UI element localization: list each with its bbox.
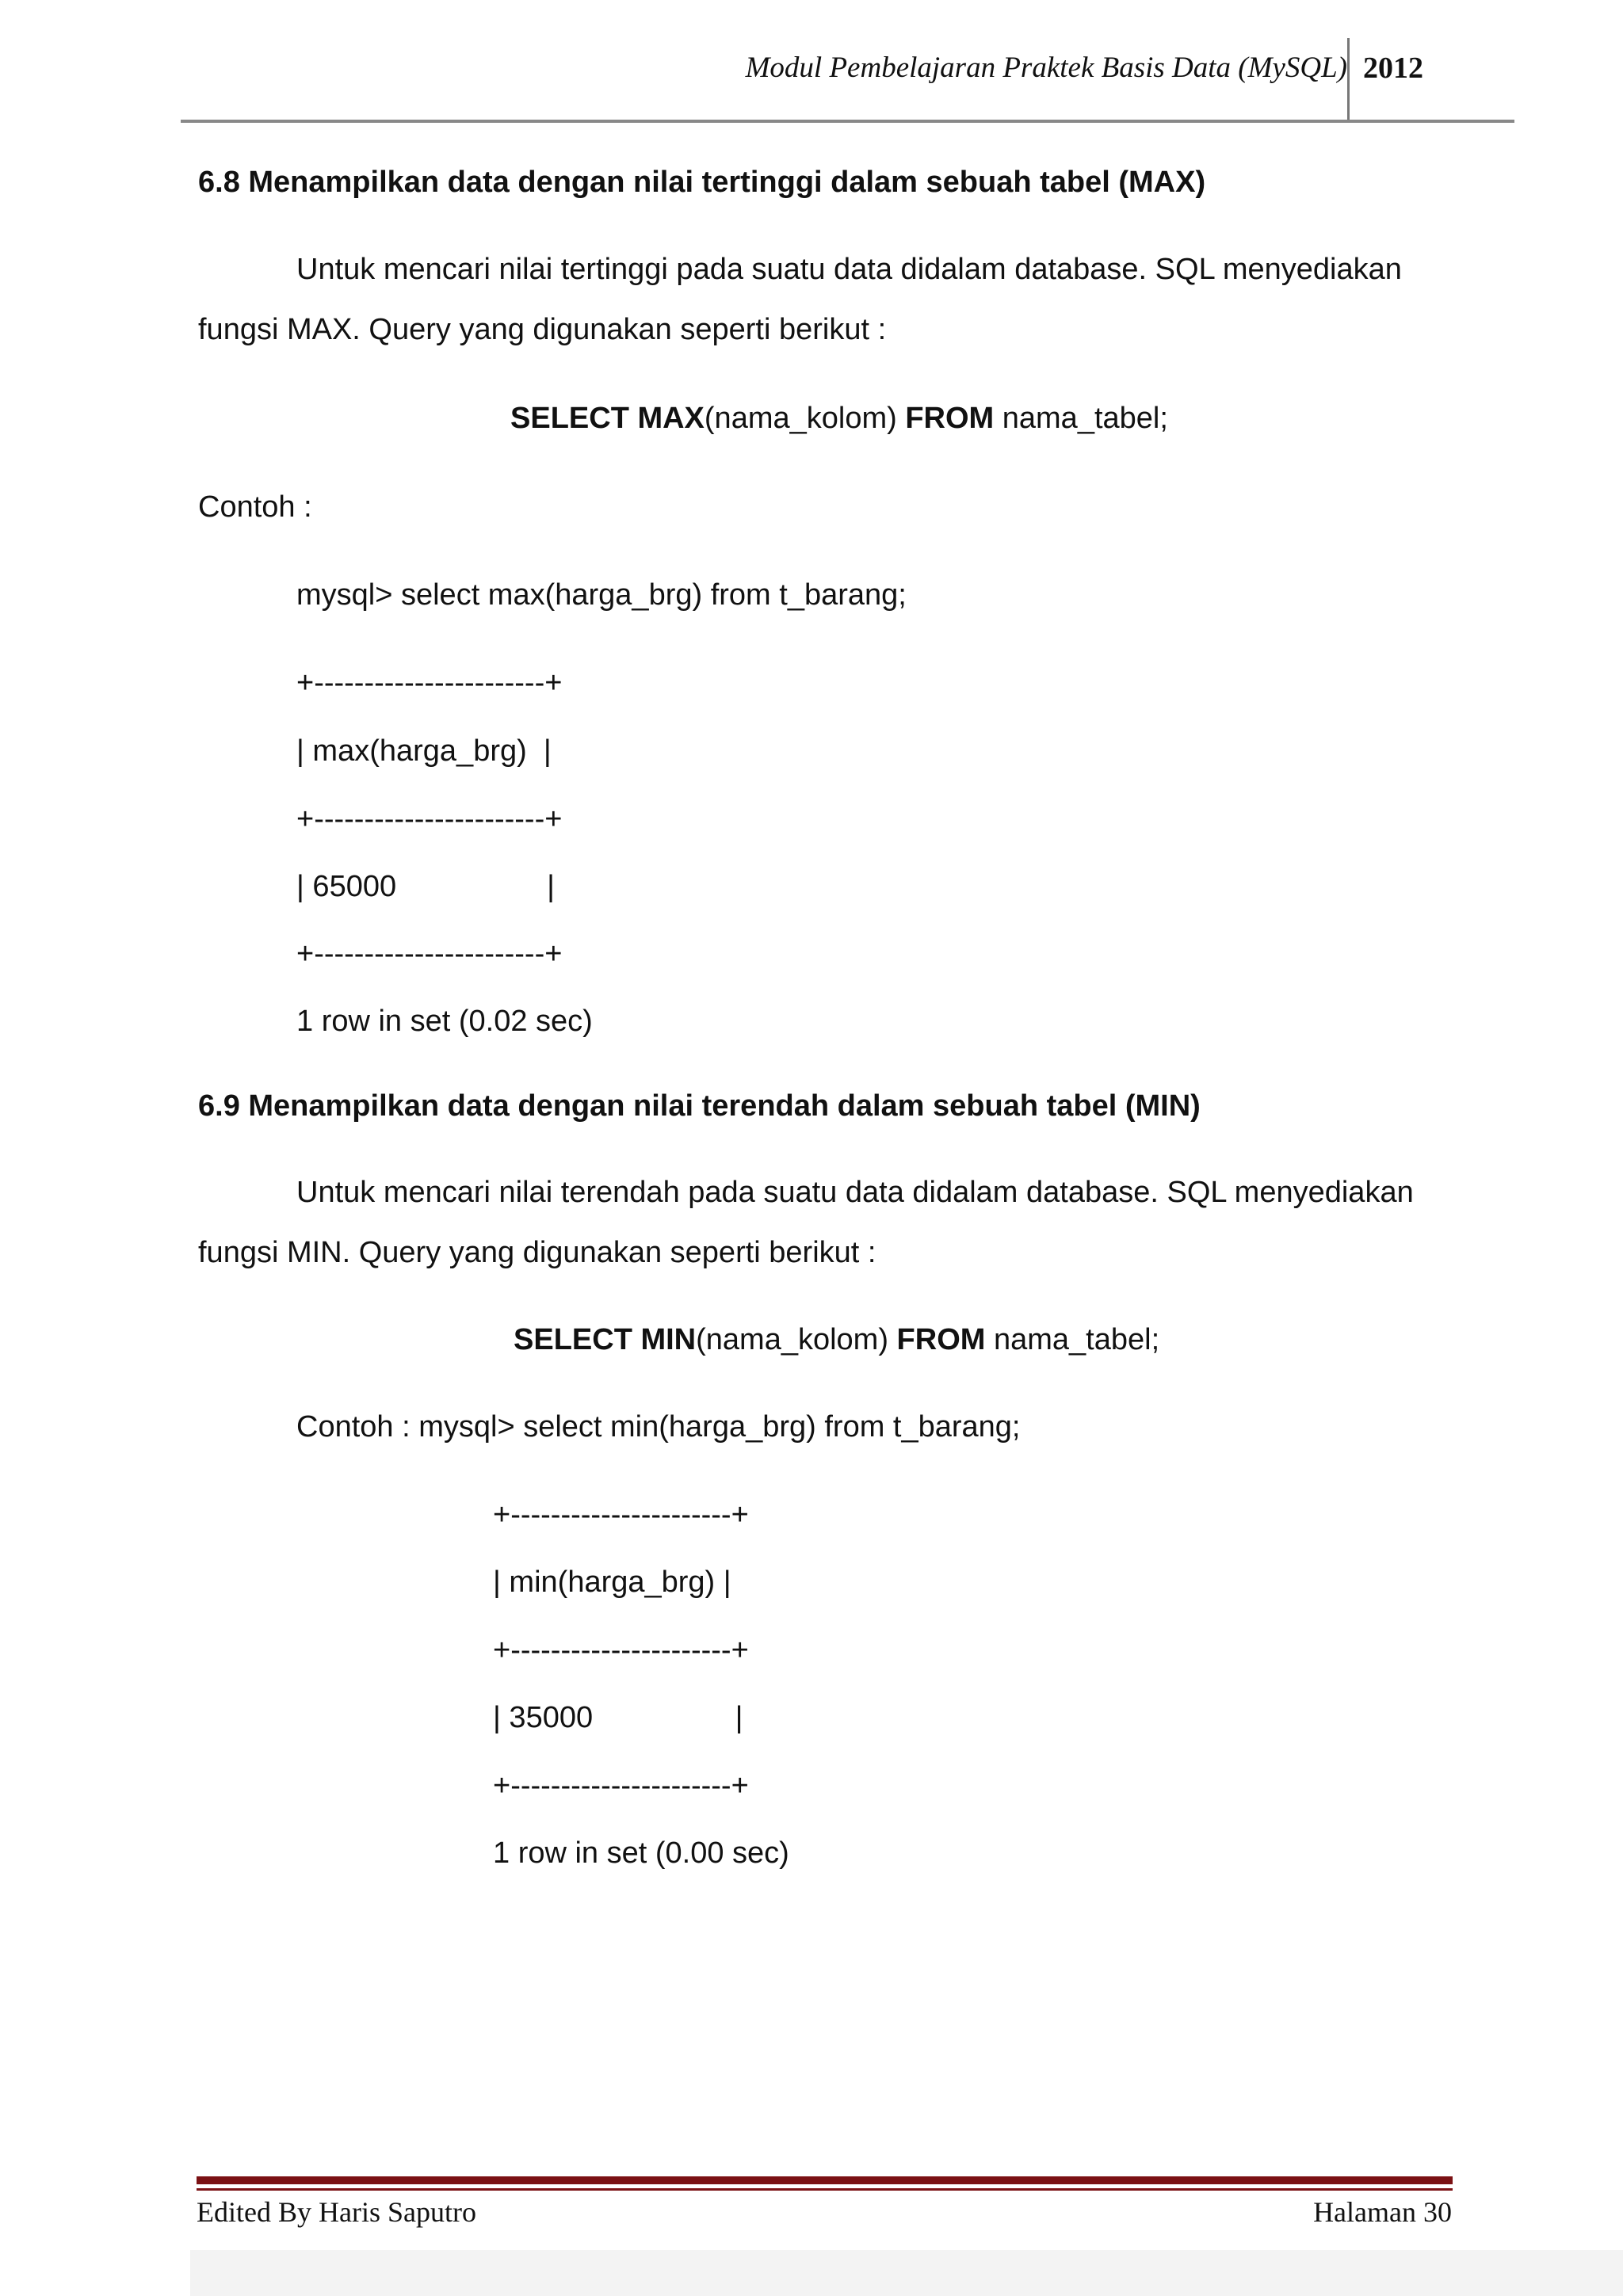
running-header-year: 2012	[1363, 51, 1423, 85]
footer-rule-thin	[197, 2188, 1453, 2191]
output-border-top: +----------------------+	[493, 1498, 749, 1531]
header-rule	[181, 120, 1514, 123]
footer-band	[190, 2250, 1623, 2296]
syntax-table: nama_tabel;	[985, 1323, 1160, 1356]
syntax-argument: (nama_kolom)	[704, 402, 906, 435]
syntax-keyword-select-min: SELECT MIN	[514, 1323, 697, 1356]
output-value-row: | 35000 |	[493, 1701, 743, 1734]
syntax-max	[510, 399, 1168, 437]
running-header-title: Modul Pembelajaran Praktek Basis Data (MySQL)	[745, 51, 1347, 84]
output-border-mid: +-----------------------+	[296, 803, 563, 836]
paragraph-max-line-1: Untuk mencari nilai tertinggi pada suatu data didalam database. SQL menyediakan	[296, 253, 1402, 286]
header-divider	[1347, 38, 1350, 120]
paragraph-min-line-2: fungsi MIN. Query yang digunakan seperti berikut :	[198, 1236, 876, 1269]
output-row-count: 1 row in set (0.02 sec)	[296, 1005, 593, 1038]
example-label: Contoh :	[198, 490, 312, 524]
output-column-header: | max(harga_brg) |	[296, 734, 552, 768]
output-border-top: +-----------------------+	[296, 666, 563, 700]
output-row-count: 1 row in set (0.00 sec)	[493, 1836, 789, 1870]
syntax-min	[514, 1321, 1159, 1359]
mysql-command-max: mysql> select max(harga_brg) from t_barang;	[296, 578, 907, 612]
output-value-row: | 65000 |	[296, 870, 556, 903]
syntax-keyword-from: FROM	[905, 402, 995, 435]
syntax-keyword-from: FROM	[896, 1323, 986, 1356]
syntax-argument: (nama_kolom)	[696, 1323, 897, 1356]
paragraph-max-line-2: fungsi MAX. Query yang digunakan seperti berikut :	[198, 313, 887, 346]
footer-author: Edited By Haris Saputro	[197, 2196, 476, 2228]
footer-rule	[197, 2176, 1453, 2184]
section-heading-max: 6.8 Menampilkan data dengan nilai tertinggi dalam sebuah tabel (MAX)	[198, 166, 1206, 199]
output-border-bottom: +-----------------------+	[296, 937, 563, 971]
example-line-min: Contoh : mysql> select min(harga_brg) from t_barang;	[296, 1410, 1021, 1444]
footer-page-number: Halaman 30	[1313, 2196, 1452, 2228]
section-heading-min: 6.9 Menampilkan data dengan nilai terendah dalam sebuah tabel (MIN)	[198, 1089, 1201, 1123]
output-border-mid: +----------------------+	[493, 1634, 749, 1667]
syntax-keyword-select-max: SELECT MAX	[510, 402, 705, 435]
output-border-bottom: +----------------------+	[493, 1769, 749, 1802]
paragraph-min-line-1: Untuk mencari nilai terendah pada suatu data didalam database. SQL menyediakan	[296, 1176, 1414, 1209]
output-column-header: | min(harga_brg) |	[493, 1566, 731, 1599]
syntax-table: nama_tabel;	[994, 402, 1168, 435]
